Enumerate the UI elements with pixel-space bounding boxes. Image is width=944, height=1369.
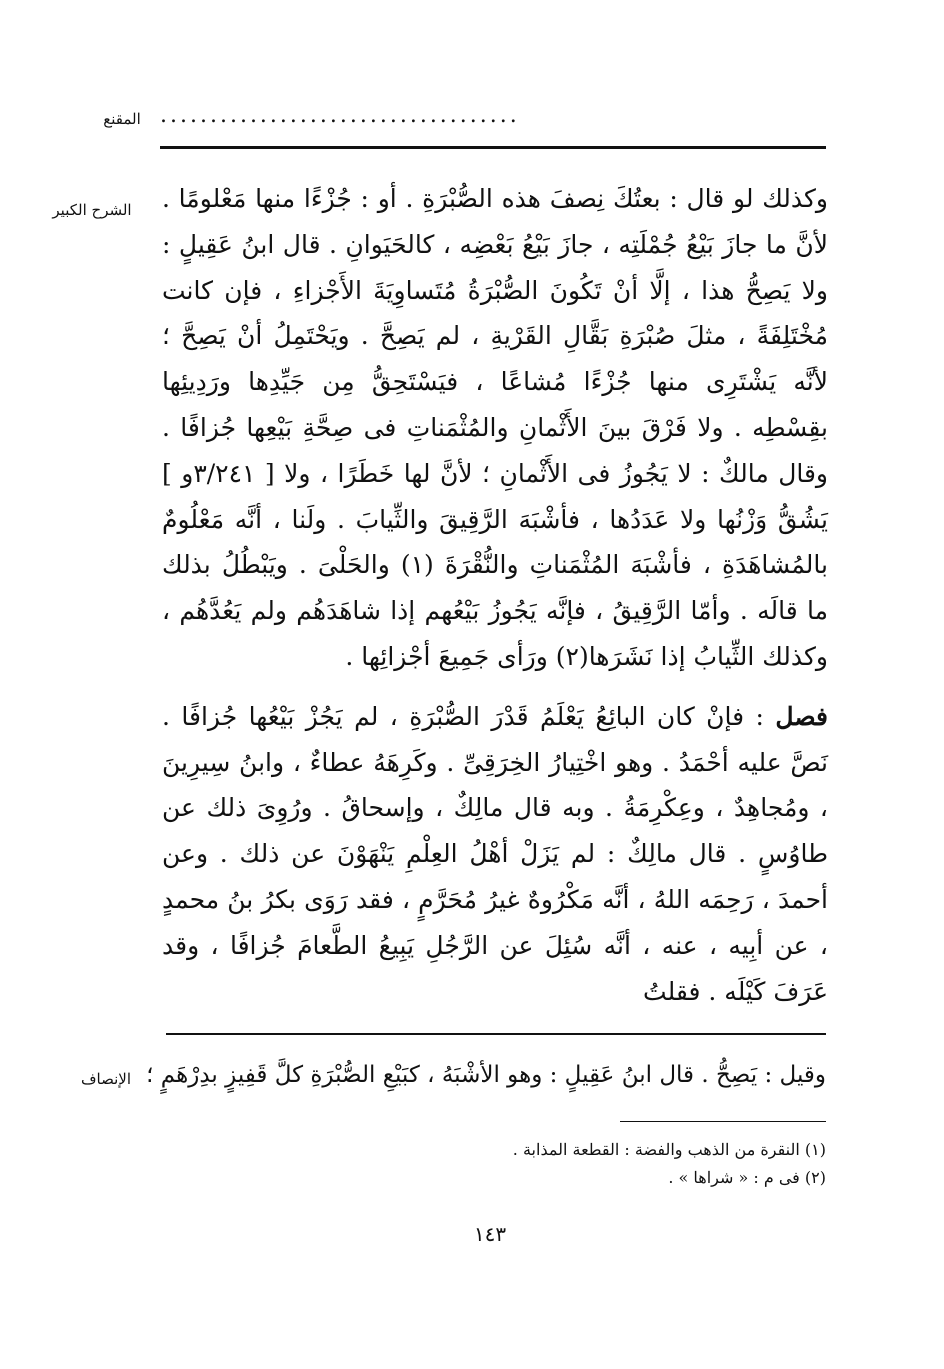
side-label-sharh: الشرح الكبير — [52, 201, 132, 219]
footnotes — [420, 1136, 826, 1192]
fasl-body: : فإنْ كان البائِعُ يَعْلَمُ قَدْرَ الصُّبْرَةِ ، لم يَجُزْ بَيْعُها جُزافًا . نَصَّ عليه أحْمَدُ . وهو اخْتِيارُ الخِرَقِىِّ . وكَرِهَهُ عطاءٌ ، وابنُ سِيرِينَ ، ومُجاهِدٌ ، وعِكْرِمَةُ . وبه قال مالِكٌ ، وإسحاقُ . ورُوِىَ ذلك عن طاوُسٍ . قال مالِكٌ : لم يَزَلْ أهْلُ العِلْمِ يَنْهَوْنَ عن ذلك . وعن أحمدَ ، رَحِمَه اللهُ ، أنَّه مَكْرُوهٌ غيرُ مُحَرَّمٍ ، فقد رَوَى بكرُ بنُ محمدٍ ، عن أبِيه ، عنه ، أنَّه سُئِلَ عن الرَّجُلِ يَبِيعُ الطَّعامَ جُزافًا ، وقد عَرَفَ كَيْلَه . فقلتُ — [162, 701, 828, 1006]
main-paragraph-2 — [162, 694, 828, 1015]
fasl-heading: فصل — [775, 701, 828, 731]
insaf-text: وقيل : يَصِحُّ . قال ابنُ عَقِيلٍ : وهو الأشْبَهُ ، كبَيْعِ الصُّبْرَةِ كلَّ قَفِيزٍ بدِرْهَمٍ ؛ — [146, 1062, 826, 1088]
header-rule — [160, 146, 826, 149]
main-paragraph-1: وكذلك لو قال : بعتُكَ نِصفَ هذه الصُّبْرَةِ . أو : جُزْءًا منها مَعْلومًا . لأنَّ ما جازَ بَيْعُ جُمْلَتِه ، جازَ بَيْعُ بَعْضِه ، كالحَيَوانِ . قال ابنُ عَقِيلٍ : ولا يَصِحُّ هذا ، إلَّا أنْ تَكُونَ الصُّبْرَةُ مُتَساوِيَةَ الأَجْزاءِ ، فإن كانت مُخْتَلِفَةً ، مثلَ صُبْرَةِ بَقَّالِ القَرْيةِ ، لم يَصِحَّ . ويَحْتَمِلُ أنْ يَصِحَّ ؛ لأنَّه يَشْتَرِى منها جُزْءًا مُشاعًا ، فيَسْتَحِقُّ مِن جَيِّدِها ورَدِيئِها بقِسْطِه . ولا فَرْقَ بينَ الأَثْمانِ والمُثْمَناتِ فى صِحَّةِ بَيْعِها جُزافًا . وقال مالكٌ : لا يَجُوزُ فى الأَثْمانِ ؛ لأنَّ لها خَطَرًا ، ولا [ ٣/٢٤١و ] يَشُقُّ وَزْنُها ولا عَدَدُها ، فأشْبَهَ الرَّقِيقَ والثِّيابَ . ولَنا ، أنَّه مَعْلُومٌ بالمُشاهَدَةِ ، فأشْبَهَ المُثْمَناتِ والنُّقْرَةَ (١) والحَلْىَ . ويَبْطُلُ بذلك ما قالَه . وأمّا الرَّقِيقُ ، فإنَّه يَجُوزُ بَيْعُهم إذا شاهَدَهُم ولم يَعُدَّهُم ، وكذلك الثِّيابُ إذا نَشَرَها(٢) ورَأى جَمِيعَ أجْزائِها . — [162, 184, 828, 671]
side-label-insaf: الإنصاف — [80, 1070, 132, 1088]
section-divider — [166, 1033, 826, 1035]
footnote-1: (١) النقرة من الذهب والفضة : القطعة المذابة . — [512, 1140, 826, 1159]
header-dotted-leader: .................................... — [160, 103, 520, 128]
footnote-rule — [620, 1121, 826, 1122]
header-label: المقنع — [103, 110, 141, 128]
page-number: ١٤٣ — [473, 1222, 507, 1246]
main-text-block — [162, 176, 828, 1014]
footnote-2: (٢) فى م : « شراها » . — [668, 1168, 826, 1187]
